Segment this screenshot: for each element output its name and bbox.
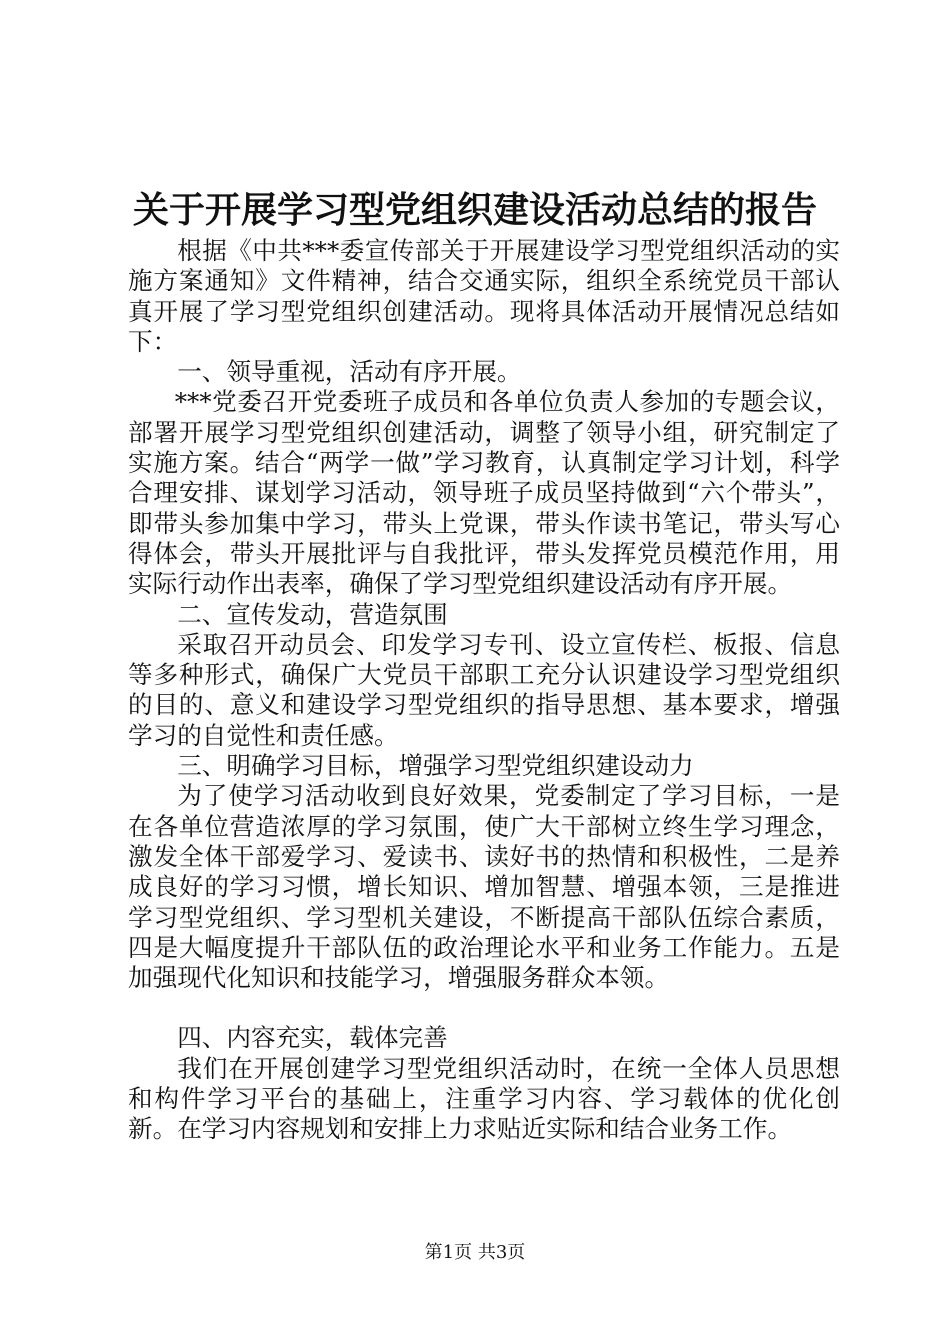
section-paragraph-1: ***党委召开党委班子成员和各单位负责人参加的专题会议，部署开展学习型党组织创建活动，调整了领导小组，研究制定了实施方案。结合“两学一做”学习教育，认真制定学习计划，科学合理安排、谋划学习活动，领导班子成员坚持做到“六个带头”，即带头参加集中学习，带头上党课，带头作读书笔记，带头写心得体会，带头开展批评与自我批评，带头发挥党员模范作用，用实际行动作出表率，确保了学习型党组织建设活动有序开展。 [128, 387, 840, 599]
section-paragraph-3: 为了使学习活动收到良好效果，党委制定了学习目标，一是在各单位营造浓厚的学习氛围，使广大干部树立终生学习理念，激发全体干部爱学习、爱读书、读好书的热情和积极性，二是养成良好的学习习惯，增长知识、增加智慧、增强本领，三是推进学习型党组织、学习型机关建设，不断提高干部队伍综合素质，四是大幅度提升干部队伍的政治理论水平和业务工作能力。五是加强现代化知识和技能学习，增强服务群众本领。 [128, 781, 840, 993]
document-body [128, 236, 840, 1145]
document-title: 关于开展学习型党组织建设活动总结的报告 [132, 189, 817, 231]
section-heading-2: 二、宣传发动，营造氛围 [177, 599, 448, 629]
paragraph-spacer [128, 993, 840, 1023]
section-heading-4: 四、内容充实，载体完善 [177, 1023, 448, 1053]
section-heading-1: 一、领导重视，活动有序开展。 [177, 357, 522, 387]
section-heading-3: 三、明确学习目标，增强学习型党组织建设动力 [177, 751, 694, 781]
section-paragraph-2: 采取召开动员会、印发学习专刊、设立宣传栏、板报、信息等多种形式，确保广大党员干部职工充分认识建设学习型党组织的目的、意义和建设学习型党组织的指导思想、基本要求，增强学习的自觉性和责任感。 [128, 629, 840, 750]
intro-paragraph: 根据《中共***委宣传部关于开展建设学习型党组织活动的实施方案通知》文件精神，结合交通实际，组织全系统党员干部认真开展了学习型党组织创建活动。现将具体活动开展情况总结如下： [128, 236, 840, 356]
page-footer: 第1页 共3页 [424, 1242, 526, 1263]
section-paragraph-4: 我们在开展创建学习型党组织活动时，在统一全体人员思想和构件学习平台的基础上，注重学习内容、学习载体的优化创新。在学习内容规划和安排上力求贴近实际和结合业务工作。 [128, 1053, 840, 1144]
